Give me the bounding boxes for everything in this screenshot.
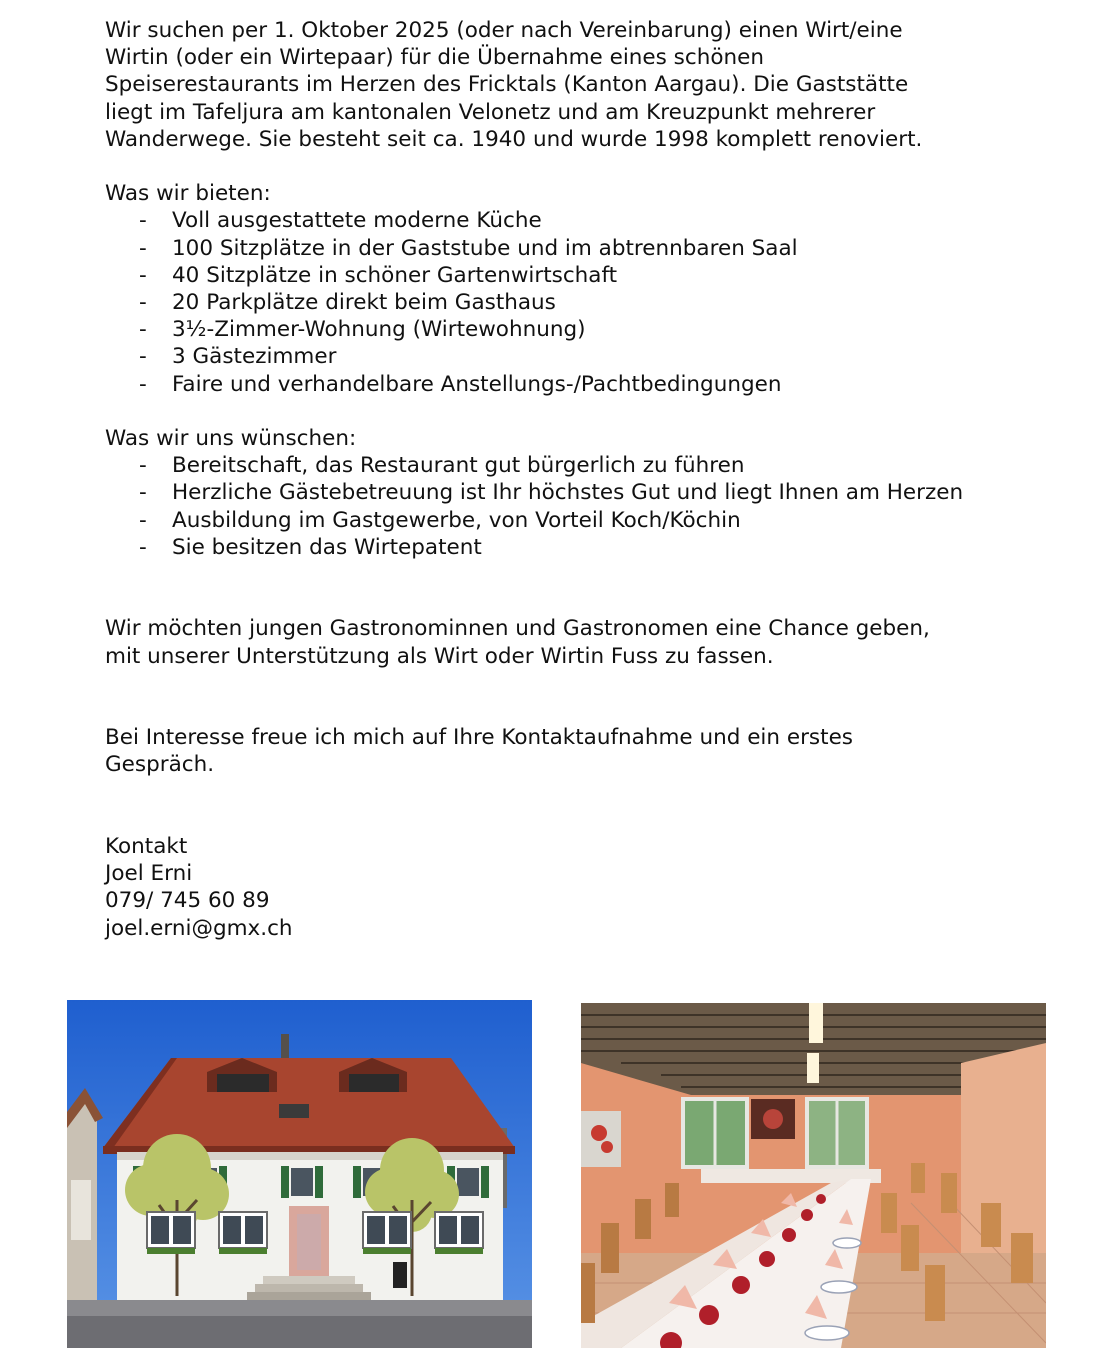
interest-line: Gespräch.	[105, 752, 215, 778]
list-item	[105, 479, 1065, 506]
bullet-dash: -	[139, 453, 147, 479]
bullet-dash: -	[139, 262, 147, 288]
spacer	[105, 398, 1065, 425]
intro-line: liegt im Tafeljura am kantonalen Velonetz und am Kreuzpunkt mehrerer	[105, 99, 876, 125]
wishes-list	[105, 452, 1065, 561]
list-item-text: 20 Parkplätze direkt beim Gasthaus	[172, 290, 556, 316]
list-item	[105, 316, 1065, 343]
list-item-text: Voll ausgestattete moderne Küche	[172, 208, 542, 234]
bullet-dash: -	[139, 534, 147, 560]
chance-line: Wir möchten jungen Gastronominnen und Gastronomen eine Chance geben,	[105, 616, 930, 642]
bullet-dash: -	[139, 235, 147, 261]
list-item	[105, 534, 1065, 561]
spacer	[105, 779, 1065, 833]
intro-line: Wir suchen per 1. Oktober 2025 (oder nach Vereinbarung) einen Wirt/eine	[105, 18, 903, 43]
intro-line: Speiserestaurants im Herzen des Fricktals (Kanton Aargau). Die Gaststätte	[105, 72, 909, 98]
restaurant-exterior-photo	[67, 1000, 532, 1348]
list-item	[105, 371, 1065, 398]
contact-name: Joel Erni	[105, 861, 193, 887]
list-item-text: 3½-Zimmer-Wohnung (Wirtewohnung)	[172, 317, 586, 343]
list-item-text: Sie besitzen das Wirtepatent	[172, 534, 482, 560]
spacer	[105, 153, 1065, 180]
intro-line: Wirtin (oder ein Wirtepaar) für die Übernahme eines schönen	[105, 45, 764, 71]
list-item-text: Herzliche Gästebetreuung ist Ihr höchstes Gut und liegt Ihnen am Herzen	[172, 480, 964, 506]
bullet-dash: -	[139, 208, 147, 234]
offer-list	[105, 207, 1065, 397]
list-item-text: Faire und verhandelbare Anstellungs-/Pachtbedingungen	[172, 371, 782, 397]
dining-hall-photo	[581, 1003, 1046, 1348]
list-item	[105, 235, 1065, 262]
bullet-dash: -	[139, 344, 147, 370]
intro-paragraph	[105, 17, 1065, 153]
list-item	[105, 262, 1065, 289]
bullet-dash: -	[139, 317, 147, 343]
interest-paragraph	[105, 724, 1065, 778]
job-posting-text	[105, 17, 1065, 942]
intro-line: Wanderwege. Sie besteht seit ca. 1940 und wurde 1998 komplett renoviert.	[105, 126, 923, 152]
contact-block	[105, 833, 1065, 942]
chance-line: mit unserer Unterstützung als Wirt oder Wirtin Fuss zu fassen.	[105, 643, 774, 669]
contact-email: joel.erni@gmx.ch	[105, 915, 293, 941]
list-item-text: 100 Sitzplätze in der Gaststube und im abtrennbaren Saal	[172, 235, 798, 261]
bullet-dash: -	[139, 290, 147, 316]
list-item-text: Bereitschaft, das Restaurant gut bürgerlich zu führen	[172, 453, 745, 479]
offer-section	[105, 180, 1065, 398]
bullet-dash: -	[139, 371, 147, 397]
list-item	[105, 452, 1065, 479]
list-item	[105, 507, 1065, 534]
list-item	[105, 289, 1065, 316]
bullet-dash: -	[139, 480, 147, 506]
spacer	[105, 561, 1065, 615]
list-item	[105, 343, 1065, 370]
list-item-text: Ausbildung im Gastgewerbe, von Vorteil Koch/Köchin	[172, 507, 741, 533]
wishes-heading: Was wir uns wünschen:	[105, 426, 357, 452]
list-item-text: 3 Gästezimmer	[172, 344, 337, 370]
bullet-dash: -	[139, 507, 147, 533]
spacer	[105, 670, 1065, 724]
interest-line: Bei Interesse freue ich mich auf Ihre Kontaktaufnahme und ein erstes	[105, 725, 853, 751]
chance-paragraph	[105, 615, 1065, 669]
contact-phone: 079/ 745 60 89	[105, 888, 270, 914]
list-item-text: 40 Sitzplätze in schöner Gartenwirtschaft	[172, 262, 618, 288]
list-item	[105, 207, 1065, 234]
wishes-section	[105, 425, 1065, 561]
offer-heading: Was wir bieten:	[105, 181, 271, 207]
contact-heading: Kontakt	[105, 834, 188, 860]
